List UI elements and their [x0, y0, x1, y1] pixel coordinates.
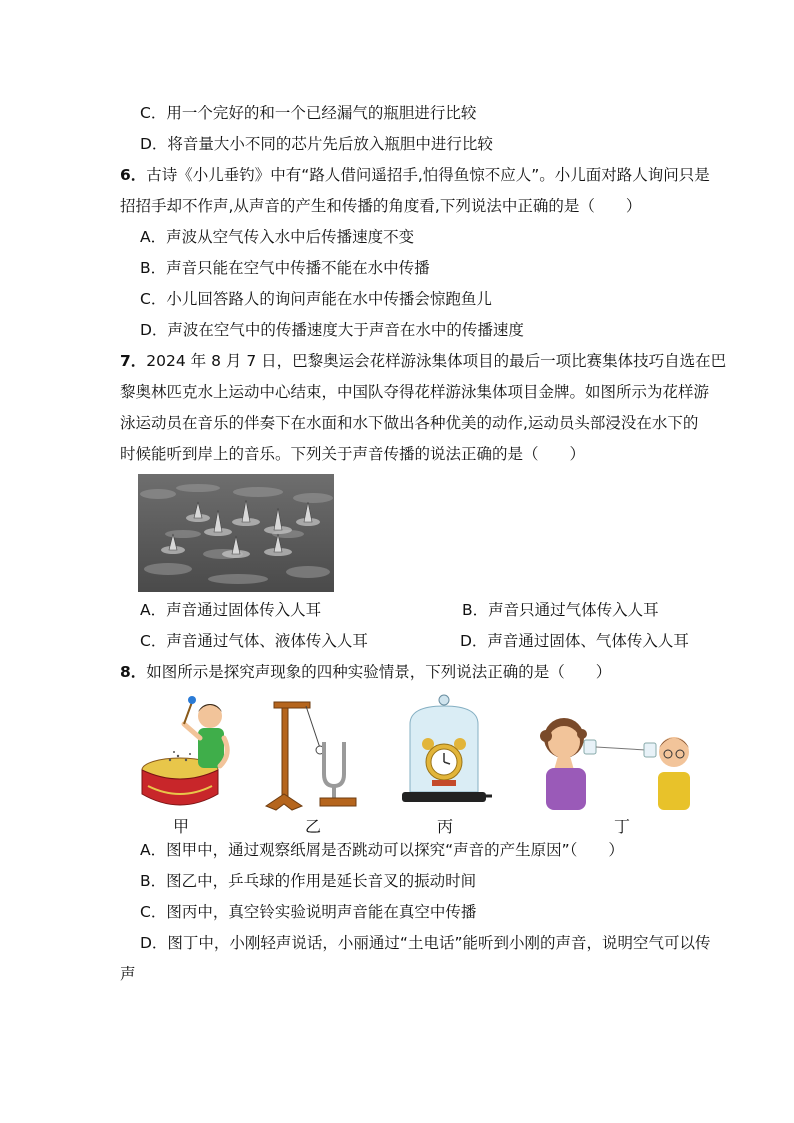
- synchronized-swimming-photo: [138, 474, 334, 592]
- figure-caption-jia: 甲: [173, 817, 190, 836]
- figure-caption-yi: 乙: [305, 817, 322, 836]
- q8-stem-text: 如图所示是探究声现象的四种实验情景，下列说法正确的是（ ）: [146, 663, 612, 681]
- q7-stem-line4: 时候能听到岸上的音乐。下列关于声音传播的说法正确的是（ ）: [120, 445, 586, 463]
- q7-option-c: C．声音通过气体、液体传入人耳: [140, 632, 368, 650]
- q7-option-a: A．声音通过固体传入人耳: [140, 601, 322, 619]
- q8-number: 8．: [120, 663, 147, 681]
- q7-option-b: B．声音只通过气体传入人耳: [462, 601, 659, 619]
- q6-stem-line2: 招招手却不作声,从声音的产生和传播的角度看,下列说法中正确的是（ ）: [120, 197, 642, 215]
- tuning-fork-figure: [262, 694, 366, 812]
- q7-stem-line1: [120, 351, 726, 371]
- string-telephone-figure: [538, 710, 698, 812]
- q8-option-a: A．图甲中，通过观察纸屑是否跳动可以探究“声音的产生原因”（ ）: [140, 841, 624, 859]
- drum-experiment-figure: [140, 694, 236, 812]
- q7-stem-text: 2024 年 8 月 7 日，巴黎奥运会花样游泳集体项目的最后一项比赛集体技巧自选在巴: [146, 352, 727, 370]
- q8-stem-line1: [120, 662, 611, 682]
- q6-stem-text: 古诗《小儿垂钓》中有“路人借问遥招手,怕得鱼惊不应人”。小儿面对路人询问只是: [146, 166, 710, 184]
- q8-option-b: B．图乙中，乒乓球的作用是延长音叉的振动时间: [140, 872, 477, 890]
- bell-jar-figure: [398, 692, 492, 812]
- q6-option-c: C．小儿回答路人的询问声能在水中传播会惊跑鱼儿: [140, 290, 492, 308]
- q6-number: 6．: [120, 166, 147, 184]
- q7-number: 7．: [120, 352, 147, 370]
- q5-option-d: D．将音量大小不同的芯片先后放入瓶胆中进行比较: [140, 135, 493, 153]
- q7-stem-line3: 泳运动员在音乐的伴奏下在水面和水下做出各种优美的动作,运动员头部浸没在水下的: [120, 414, 699, 432]
- q6-option-b: B．声音只能在空气中传播不能在水中传播: [140, 259, 430, 277]
- q7-option-d: D．声音通过固体、气体传入人耳: [460, 632, 689, 650]
- q8-option-c: C．图丙中，真空铃实验说明声音能在真空中传播: [140, 903, 477, 921]
- q5-option-c: C．用一个完好的和一个已经漏气的瓶胆进行比较: [140, 104, 477, 122]
- figure-caption-bing: 丙: [437, 817, 454, 836]
- q8-option-d-continuation: 声: [120, 965, 136, 983]
- q6-option-a: A．声波从空气传入水中后传播速度不变: [140, 228, 415, 246]
- q7-stem-line2: 黎奥林匹克水上运动中心结束，中国队夺得花样游泳集体项目金牌。如图所示为花样游: [120, 383, 710, 401]
- q8-option-d: D．图丁中，小刚轻声说话，小丽通过“土电话”能听到小刚的声音，说明空气可以传: [140, 934, 711, 952]
- q6-stem-line1: [120, 165, 710, 185]
- figure-caption-ding: 丁: [614, 817, 631, 836]
- q6-option-d: D．声波在空气中的传播速度大于声音在水中的传播速度: [140, 321, 524, 339]
